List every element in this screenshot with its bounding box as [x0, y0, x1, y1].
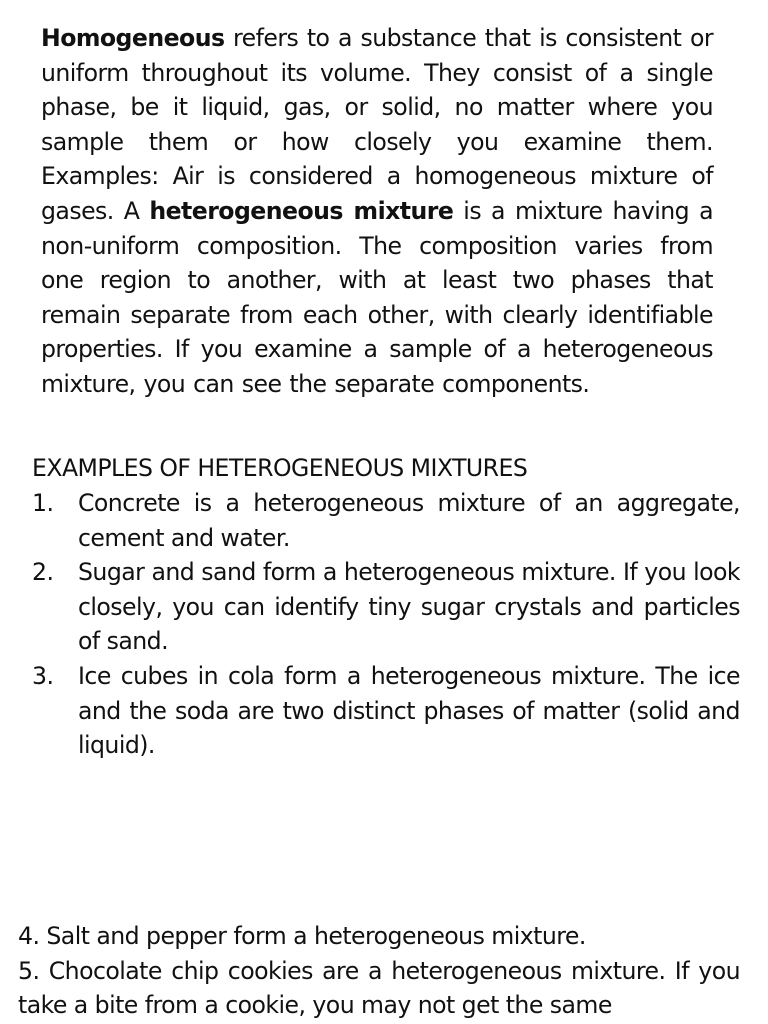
list-item-text: Concrete is a heterogeneous mixture of an aggregate, cement and water.	[78, 489, 740, 552]
example-item-5: 5. Chocolate chip cookies are a heterogeneous mixture. If you take a bite from a cookie, you may not get the same	[18, 956, 740, 1020]
list-item-text: Ice cubes in cola form a heterogeneous mixture. The ice and the soda are two distinct phases of matter (solid and liquid).	[78, 661, 740, 760]
intro-paragraph	[41, 21, 713, 402]
list-item-number: 3.	[32, 661, 54, 690]
continued-examples	[18, 919, 740, 1023]
intro-text-2: is a mixture having a non-uniform composition. The composition varies from one region to another, with at least two phases that remain separate from each other, with clearly identifiable properties. If you examine a sample of a heterogeneous mixture, you can see the separate components.	[41, 196, 713, 398]
term-heterogeneous-mixture: heterogeneous mixture	[149, 196, 454, 225]
list-item	[32, 486, 740, 555]
term-homogeneous: Homogeneous	[41, 24, 225, 52]
example-item-4: 4. Salt and pepper form a heterogeneous mixture.	[18, 922, 586, 950]
list-item-number: 2.	[32, 558, 54, 587]
list-item-number: 1.	[32, 489, 54, 517]
examples-heading: EXAMPLES OF HETEROGENEOUS MIXTURES	[32, 454, 528, 482]
list-item	[32, 555, 740, 659]
intro-text-1: refers to a substance that is consistent or uniform throughout its volume. They consist of a single phase, be it liquid, gas, or solid, no matter where you sample them or how closely you examine them. Examples: Air is considered a homogeneous mixture of gases. A	[41, 24, 713, 225]
list-item-text: Sugar and sand form a heterogeneous mixture. If you look closely, you can identify tiny sugar crystals and particles of sand.	[78, 558, 740, 656]
examples-list	[32, 486, 740, 763]
list-item	[32, 659, 740, 763]
